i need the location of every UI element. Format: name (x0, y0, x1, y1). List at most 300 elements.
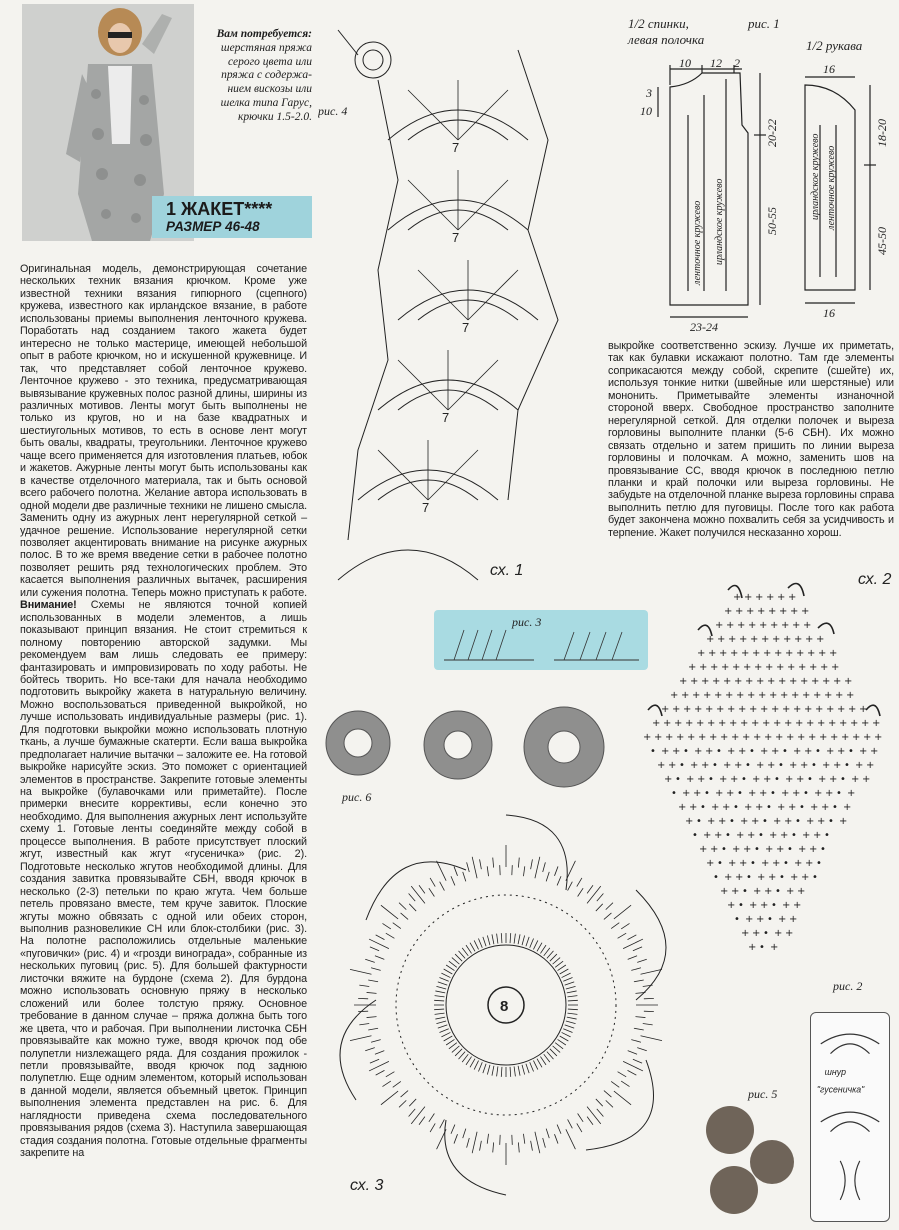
stitch-symbol: + (736, 690, 745, 701)
stitch-symbol: + (663, 718, 672, 729)
stitch-symbol: + (718, 718, 727, 729)
stitch-tick (409, 1109, 416, 1117)
stitch-tick (567, 1013, 577, 1014)
stitch-tick (446, 1039, 454, 1045)
stitch-symbol: + (777, 802, 786, 813)
stitch-tick (441, 1032, 450, 1036)
stitch-symbol: + (819, 732, 828, 743)
stitch-tick (467, 862, 470, 872)
stitch-symbol: + (715, 620, 724, 631)
paragraph-3: Схемы не являются точной копией использованных в модели элементов, а лишь показывают принцип вязания. Не стоит стремиться к полному повторению авторской задумки. Мы рекомендуем вам лишь следовать ее примеру: фантазировать и импровизировать по ходу работы. Не бойтесь творить. Но все-таки для начала необходимо подготовить выкройку жакета в натуральную величину. Можно воспользоваться приведенной выкройкой, но лучше использовать индивидуальные размеры (рис. 1). Для подготовки выкройки можно использовать плотную ткань, а лучше бумажные скатерти. Если ваша выкройка предполагает наличие вытачки – заложите ее. На готовой выкройке нарисуйте эскиз. Это поможет с ориентацией элементов в пространстве. Закрепите готовые элементы на выкройке (булавочками или приметайте). После примерки внесите коррективы, если конечно это необходимо. Для выполнения ажурных лент используйте схему 1. Готовые ленты соединяйте между собой в процессе выполнения. В работе присутствует плоский жгут, известный как жгут «гусеничка» (рис. 2). Подготовьте несколько жгутов необходимой длины. Для создания завитка провязывайте СБН, вводя крючок в несколько (2-3) петельки по краю жгута. Чем больше петель провязано вместе, тем круче завиток. Плоские жгуты можно обвязать с одной или обеих сторон, выполнив разновеликие СН или блок-столбики (рис. 3). На полотне расположились отдельные маленькие «пуговички» (рис. 4) и «грозди винограда», собранные из нескольких пуговиц (рис. 5). Для большей фактурности листочки вяжите на бурдоне (схема 2). Для бурдона можно использовать основную пряжу в несколько сложений или более толстую пряжу. Основное требование в данном случае – пряжа должна быть того же цвета, что и рабочая. При выполнении листочка СБН провязывайте как можно туже, вводя крючок под обе полупетли низлежащего ряда. Для создания прожилок - петли провязывайте, вводя крючок под заднюю полупетлю. Еще одним элементом, который использован в данной модели, является объемный цветок. Принцип выполнения элемента представлен на рис. 6. Для наглядности приведена схема последовательного провязывания рядов (схема 3). Наступила завершающая стадия создания полотна. Готовые отдельные фрагменты закрепите на (20, 599, 307, 1160)
stitch-symbol: + (786, 732, 795, 743)
stitch-symbol: + (652, 718, 661, 729)
materials-heading: Вам потребуется: (216, 28, 312, 40)
fig1-title-back: 1/2 спинки, (628, 16, 689, 31)
pattern-diagram (630, 55, 895, 335)
stitch-tick (565, 1025, 574, 1028)
stitch-symbol: + (693, 788, 702, 799)
stitch-symbol: + (780, 690, 789, 701)
stitch-symbol: + (846, 690, 855, 701)
scheme3-label: сх. 3 (350, 1177, 384, 1194)
stitch-symbol: + (785, 648, 794, 659)
stitch-symbol: + (750, 634, 759, 645)
stitch-symbol: + (698, 732, 707, 743)
stitch-symbol: + (770, 620, 779, 631)
stitch-tick (550, 1049, 557, 1056)
stitch-symbol: • (716, 746, 722, 757)
stitch-symbol: + (697, 648, 706, 659)
stitch-symbol: + (773, 816, 782, 827)
stitch-symbol: + (694, 746, 703, 757)
stitch-tick (439, 977, 448, 981)
stitch-symbol: + (824, 690, 833, 701)
stitch-symbol: + (806, 718, 815, 729)
stitch-symbol: + (701, 760, 710, 771)
stitch-tick (518, 1066, 520, 1076)
stitch-symbol: + (776, 662, 785, 673)
stitch-tick (463, 1129, 466, 1139)
stitch-symbol: • (745, 760, 751, 771)
stitch-symbol: + (788, 592, 797, 603)
stitch-symbol: + (794, 634, 803, 645)
stitch-tick (563, 1029, 572, 1033)
stitch-symbol: + (773, 718, 782, 729)
stitch-symbol: + (729, 718, 738, 729)
stitch-tick (483, 1064, 486, 1073)
stitch-symbol: + (800, 676, 809, 687)
stitch-tick (537, 943, 542, 952)
stitch-tick (467, 1138, 470, 1148)
stitch-tick (455, 1049, 462, 1056)
stitch-symbol: • (811, 760, 817, 771)
stitch-tick (393, 1081, 401, 1087)
motif-number: 7 (452, 230, 460, 245)
stitch-symbol: + (731, 886, 740, 897)
stitch-symbol: + (708, 648, 717, 659)
stitch-symbol: • (758, 830, 764, 841)
stitch-tick (501, 933, 502, 943)
stitch-symbol: + (715, 788, 724, 799)
stitch-symbol: • (725, 830, 731, 841)
stitch-symbol: • (820, 844, 826, 855)
stitch-tick (449, 1043, 457, 1049)
stitch-symbol: + (676, 732, 685, 743)
materials-line: крючки 1.5-2.0. (237, 110, 312, 123)
strip-label-irish: ирландское кружево (714, 178, 725, 265)
stitch-tick (430, 878, 435, 887)
stitch-symbol: + (781, 788, 790, 799)
stitch-symbol: + (670, 690, 679, 701)
stitch-tick (367, 992, 377, 993)
stitch-tick (604, 1091, 612, 1098)
stitch-symbol: + (837, 704, 846, 715)
stitch-symbol: + (802, 830, 811, 841)
fig2-label: рис. 2 (833, 979, 863, 993)
stitch-tick (518, 1142, 519, 1152)
stitch-symbol: • (712, 760, 718, 771)
stitch-symbol: + (752, 928, 761, 939)
fig5-illustration (700, 1080, 810, 1220)
stitch-symbol: + (805, 634, 814, 645)
stitch-symbol: + (709, 732, 718, 743)
stitch-symbol: + (779, 606, 788, 617)
stitch-symbol: • (767, 914, 773, 925)
stitch-symbol: + (672, 746, 681, 757)
stitch-tick (596, 904, 603, 911)
stitch-tick (643, 1024, 653, 1025)
stitch-tick (436, 1021, 446, 1024)
stitch-tick (533, 940, 537, 949)
stitch-symbol: • (738, 900, 744, 911)
stitch-tick (611, 1081, 619, 1087)
stitch-symbol: + (801, 872, 810, 883)
stitch-tick (493, 1142, 494, 1152)
stitch-tick (523, 866, 524, 876)
stitch-symbol: + (710, 844, 719, 855)
stitch-tick (463, 872, 466, 882)
stitch-symbol: + (761, 634, 770, 645)
stitch-tick (522, 1065, 525, 1075)
scheme1-diagram (318, 20, 608, 590)
stitch-tick (587, 885, 593, 893)
stitch-tick (381, 1091, 398, 1105)
stitch-tick (399, 1100, 406, 1107)
stitch-symbol: + (752, 774, 761, 785)
stitch-tick (483, 937, 486, 946)
stitch-symbol: + (752, 648, 761, 659)
stitch-tick (621, 923, 629, 929)
stitch-symbol: + (783, 634, 792, 645)
stitch-tick (474, 1061, 478, 1070)
stitch-symbol: + (687, 732, 696, 743)
stitch-symbol: + (820, 662, 829, 673)
stitch-tick (462, 1054, 468, 1062)
stitch-tick (439, 1029, 448, 1033)
stitch-tick (557, 876, 561, 885)
stitch-tick (444, 1036, 453, 1041)
stitch-symbol: + (697, 774, 706, 785)
stitch-symbol: + (815, 704, 824, 715)
stitch-symbol: + (706, 634, 715, 645)
stitch-symbol: + (771, 746, 780, 757)
stitch-symbol: + (699, 844, 708, 855)
main-text-column (20, 263, 307, 1160)
stitch-symbol: + (767, 760, 776, 771)
stitch-symbol: + (826, 704, 835, 715)
stitch-symbol: + (769, 830, 778, 841)
cord-label-2: "гусеничка" (816, 1084, 865, 1095)
stitch-symbol: + (874, 732, 883, 743)
stitch-symbol: + (839, 816, 848, 827)
stitch-symbol: + (806, 816, 815, 827)
stitch-tick (435, 991, 445, 993)
stitch-symbol: + (710, 662, 719, 673)
stitch-tick (643, 985, 653, 986)
stitch-symbol: + (772, 858, 781, 869)
stitch-symbol: + (848, 704, 857, 715)
stitch-tick (578, 1113, 584, 1121)
stitch-symbol: + (719, 774, 728, 785)
fig1-title (628, 16, 704, 48)
stitch-tick (637, 959, 647, 962)
stitch-symbol: + (862, 774, 871, 785)
stitch-symbol: + (705, 746, 714, 757)
stitch-tick (611, 923, 619, 929)
stitch-symbol: + (661, 746, 670, 757)
stitch-symbol: + (738, 704, 747, 715)
stitch-tick (438, 1025, 447, 1028)
sleeve-right-1: 18-20 (875, 119, 889, 147)
stitch-symbol: • (700, 802, 706, 813)
stitch-symbol: • (729, 816, 735, 827)
stitch-symbol: + (757, 606, 766, 617)
stitch-symbol: + (780, 830, 789, 841)
stitch-tick (568, 1000, 578, 1001)
stitch-symbol: + (826, 746, 835, 757)
stitch-tick (530, 1062, 534, 1071)
stitch-symbol: + (745, 914, 754, 925)
stitch-symbol: + (735, 606, 744, 617)
stitch-symbol: • (791, 830, 797, 841)
stitch-symbol: + (759, 788, 768, 799)
stitch-tick (568, 882, 573, 891)
stitch-symbol: + (748, 788, 757, 799)
stitch-symbol: + (795, 718, 804, 729)
stitch-tick (466, 1057, 472, 1065)
fig6-label: рис. 6 (342, 790, 372, 804)
stitch-symbol: + (746, 606, 755, 617)
stitch-tick (376, 935, 385, 940)
stitch-tick (555, 1043, 563, 1049)
stitch-symbol: + (805, 858, 814, 869)
stitch-tick (628, 935, 637, 940)
stitch-tick (371, 968, 381, 971)
stitch-symbol: • (759, 942, 765, 953)
stitch-symbol: • (848, 746, 854, 757)
stitch-symbol: • (733, 802, 739, 813)
stitch-symbol: + (742, 732, 751, 743)
stitch-symbol: + (765, 844, 774, 855)
stitch-tick (637, 1048, 647, 1051)
stitch-tick (621, 1081, 629, 1087)
stitch-tick (350, 1036, 371, 1041)
stitch-symbol: + (761, 858, 770, 869)
title-block (152, 196, 312, 238)
stitch-tick (631, 968, 641, 971)
stitch-tick (577, 878, 582, 887)
stitch-tick (587, 1117, 593, 1125)
stitch-symbol: • (775, 886, 781, 897)
stitch-symbol: • (742, 886, 748, 897)
stitch-tick (472, 1132, 477, 1153)
stitch-tick (547, 1052, 554, 1060)
motif-number: 7 (452, 140, 460, 155)
stitch-symbol: + (775, 732, 784, 743)
stitch-symbol: + (657, 760, 666, 771)
stitch-tick (547, 951, 554, 959)
stitch-symbol: + (735, 872, 744, 883)
stitch-tick (606, 1100, 613, 1107)
stitch-tick (487, 1065, 490, 1075)
stitch-tick (540, 1057, 546, 1065)
stitch-tick (614, 905, 631, 919)
stitch-tick (606, 903, 613, 910)
article-title: 1 ЖАКЕТ**** (166, 199, 273, 219)
stitch-symbol: + (822, 676, 831, 687)
stitch-symbol: + (792, 620, 801, 631)
stitch-symbol: + (797, 886, 806, 897)
stitch-symbol: + (835, 690, 844, 701)
stitch-symbol: + (785, 774, 794, 785)
stitch-tick (567, 1017, 577, 1019)
dim-right-2: 50-55 (765, 207, 779, 235)
stitch-symbol: • (807, 774, 813, 785)
stitch-tick (635, 1017, 645, 1018)
stitch-tick (566, 986, 576, 989)
fig1-sleeve-title: 1/2 рукава (806, 38, 863, 53)
stitch-symbol: + (764, 886, 773, 897)
attention-word: Внимание! (20, 599, 77, 612)
stitch-symbol: + (685, 816, 694, 827)
stitch-tick (369, 1061, 389, 1071)
stitch-symbol: + (679, 676, 688, 687)
stitch-symbol: + (804, 746, 813, 757)
stitch-symbol: • (782, 746, 788, 757)
stitch-tick (350, 969, 371, 974)
stitch-tick (553, 1046, 561, 1053)
stitch-tick (401, 1091, 409, 1098)
stitch-symbol: + (732, 844, 741, 855)
stitch-symbol: + (760, 746, 769, 757)
stitch-symbol: + (683, 704, 692, 715)
stitch-symbol: + (791, 690, 800, 701)
stitch-tick (492, 1066, 494, 1076)
stitch-symbol: + (692, 690, 701, 701)
flower-center-number: 8 (500, 998, 509, 1015)
stitch-tick (369, 939, 389, 949)
paragraph-2: Ленточное кружево - это техника, предусматривающая вывязывание кружевных полос разной длины, ширины из различных мотивов. Ленты могут быть выполнены не только из кругов, но и на базе квадратных и шестиугольных мотивов, то есть в основе лент могут быть овалы, квадраты, треугольники. Ленточное кружево чаще всего применяется для изготовления платьев, юбок и жакетов. Ажурные ленты могут быть использованы как в качестве отделочного материала, так и быть основой всего рабочего полотна. Желание автора использовать в одной модели две различные техники не лишено смысла. Заменить одну из ажурных лент нерегулярной сеткой – удачное решение. Использование нерегулярной сетки позволяет акцентировать внимание на рисунке ажурных полос. В то же время введение сетки в рабочее полотно позволяет решить ряд технологических проблем. Это касается выполнения различных вытачек, расширения или сужения полотна. Теперь можно приступать к работе. (20, 375, 307, 599)
stitch-tick (623, 1061, 643, 1071)
stitch-symbol: + (701, 676, 710, 687)
stitch-tick (597, 1109, 604, 1117)
stitch-symbol: • (840, 774, 846, 785)
stitch-tick (531, 859, 533, 869)
stitch-tick (560, 969, 569, 974)
stitch-symbol: + (777, 592, 786, 603)
stitch-symbol: + (772, 634, 781, 645)
stitch-tick (438, 982, 447, 985)
stitch-tick (435, 1013, 445, 1014)
stitch-symbol: • (749, 746, 755, 757)
stitch-tick (563, 977, 572, 981)
stitch-tick (487, 935, 490, 945)
stitch-symbol: + (748, 620, 757, 631)
stitch-tick (446, 965, 454, 971)
stitch-tick (435, 996, 445, 997)
fig6-illustration (318, 695, 608, 805)
stitch-symbol: + (723, 760, 732, 771)
stitch-tick (375, 956, 384, 960)
stitch-tick (375, 1051, 384, 1055)
stitch-tick (386, 1072, 395, 1077)
stitch-tick (451, 1125, 455, 1134)
stitch-symbol: + (725, 690, 734, 701)
stitch-symbol: • (803, 788, 809, 799)
stitch-symbol: + (739, 858, 748, 869)
stitch-symbol: + (694, 704, 703, 715)
stitch-symbol: + (723, 676, 732, 687)
stitch-symbol: + (665, 732, 674, 743)
stitch-symbol: + (786, 886, 795, 897)
stitch-tick (359, 1024, 369, 1025)
stitch-tick (526, 937, 529, 946)
stitch-symbol: + (778, 914, 787, 925)
stitch-symbol: + (745, 676, 754, 687)
dim-top-1: 10 (679, 56, 691, 70)
stitch-tick (560, 1036, 569, 1041)
stitch-symbol: • (762, 816, 768, 827)
stitch-symbol: + (801, 606, 810, 617)
stitch-symbol: + (841, 732, 850, 743)
stitch-symbol: + (825, 788, 834, 799)
stitch-symbol: + (794, 858, 803, 869)
stitch-symbol: + (804, 704, 813, 715)
stitch-tick (554, 866, 558, 875)
stitch-tick (365, 959, 375, 962)
stitch-symbol: + (758, 690, 767, 701)
stitch-tick (429, 888, 435, 896)
stitch-symbol: + (732, 662, 741, 673)
stitch-symbol: + (740, 718, 749, 729)
stitch-tick (628, 1051, 637, 1055)
stitch-symbol: + (762, 718, 771, 729)
stitch-tick (634, 980, 644, 982)
stitch-symbol: • (824, 830, 830, 841)
stitch-tick (544, 1054, 550, 1062)
stitch-symbol: + (733, 592, 742, 603)
stitch-tick (409, 904, 416, 911)
stitch-tick (618, 1072, 627, 1077)
stitch-tick (381, 905, 398, 919)
stitch-tick (386, 933, 395, 938)
stitch-symbol: + (734, 676, 743, 687)
stitch-symbol: + (690, 760, 699, 771)
paragraph (20, 263, 307, 1160)
stitch-tick (577, 1123, 582, 1132)
stitch-symbol: • (763, 928, 769, 939)
stitch-tick (567, 991, 577, 993)
stitch-symbol: + (664, 774, 673, 785)
stitch-tick (370, 1059, 379, 1063)
stitch-symbol: + (809, 662, 818, 673)
stitch-tick (543, 1138, 546, 1148)
stitch-symbol: + (759, 620, 768, 631)
stitch-tick (454, 1134, 458, 1143)
stitch-symbol: + (707, 718, 716, 729)
stitch-symbol: + (731, 732, 740, 743)
stitch-tick (554, 1134, 558, 1143)
stitch-symbol: • (812, 872, 818, 883)
stitch-symbol: + (685, 718, 694, 729)
stitch-symbol: + (768, 606, 777, 617)
stitch-symbol: + (803, 620, 812, 631)
stitch-symbol: • (692, 830, 698, 841)
stitch-symbol: • (832, 802, 838, 813)
stitch-tick (628, 1070, 637, 1075)
stitch-symbol: + (771, 704, 780, 715)
stitch-symbol: + (718, 816, 727, 827)
dim-left-2: 10 (640, 104, 652, 118)
